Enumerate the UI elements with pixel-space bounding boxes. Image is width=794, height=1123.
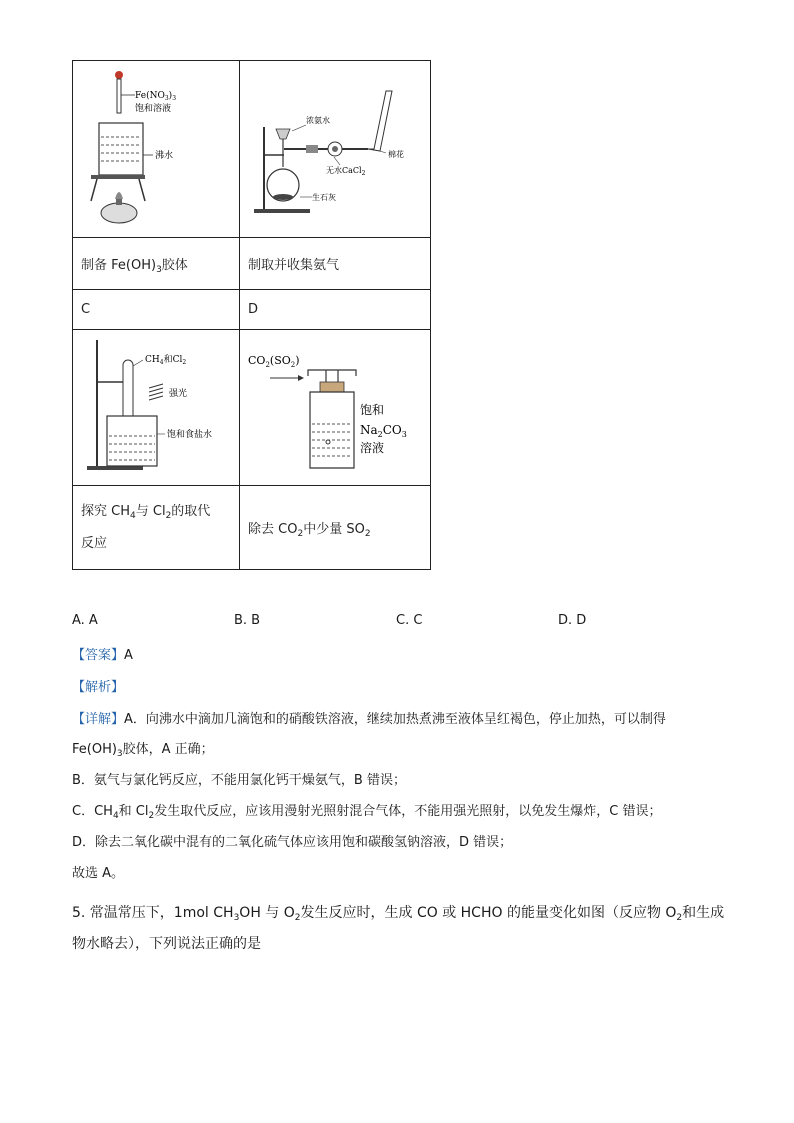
beaker	[107, 416, 157, 466]
answer-tag: 【答案】	[72, 648, 125, 663]
svg-text:CH4和Cl2: $CH_4$和$Cl_2$	[145, 355, 187, 366]
question-5-line2: 物水略去），下列说法正确的是	[72, 936, 261, 952]
saturated-label: 饱和	[360, 403, 385, 417]
conclusion: 故选 A。	[72, 866, 125, 881]
svg-text:无水CaCl2: 无水CaCl$_2$	[326, 166, 366, 177]
figure-b-cell	[240, 61, 431, 238]
stand-base	[254, 209, 310, 213]
dropper-tube	[117, 79, 121, 113]
option-d-caption: 除去 $CO_2$中少量 $SO_2$	[240, 486, 431, 570]
svg-text:Na2CO3: $Na_2CO_3$	[360, 423, 407, 439]
detail-a-line1: 【详解】A．向沸水中滴加几滴饱和的硝酸铁溶液，继续加热煮沸至液体呈红褐色，停止加热，可以制得	[72, 712, 666, 727]
brine-label: 饱和食盐水	[167, 430, 213, 440]
answer-options	[72, 613, 632, 629]
svg-text:Fe(NO3)3: $Fe(NO_3)_3$	[135, 91, 177, 102]
figure-d-cell	[240, 330, 431, 486]
boiling-water-label: 沸水	[155, 151, 174, 161]
detail-d: D．除去二氧化碳中混有的二氧化硫气体应该用饱和碳酸氢钠溶液，D 错误；	[72, 835, 513, 850]
option-d[interactable]: D. D	[558, 613, 587, 628]
stopper	[320, 382, 344, 392]
answer-value: A	[124, 648, 133, 663]
answer-line	[72, 644, 133, 663]
option-b[interactable]: B. B	[234, 613, 261, 628]
solution-label: 溶液	[360, 441, 385, 455]
dropper-bulb	[115, 71, 123, 79]
figure-a-cell	[73, 61, 240, 238]
option-d-label: D	[240, 290, 431, 330]
collection-tube	[368, 91, 392, 151]
tripod-plate	[91, 175, 145, 179]
option-c[interactable]: C. C	[396, 613, 423, 628]
separatory-funnel	[276, 129, 290, 139]
option-a-caption: 制备 $Fe(OH)_3$胶体	[73, 238, 240, 290]
option-c-caption: 探究 $CH_4$与 $Cl_2$的取代 反应	[73, 486, 240, 570]
svg-text:CO2(SO2): $CO_2(SO_2)$	[248, 354, 300, 369]
figure-wash-bottle	[240, 330, 430, 485]
option-b-caption: 制取并收集氨气	[240, 238, 431, 290]
beaker	[99, 123, 143, 175]
flame	[115, 192, 123, 199]
quicklime-label: 生石灰	[312, 193, 336, 202]
analysis-tag: 【解析】	[72, 680, 125, 695]
alcohol-lamp	[101, 203, 137, 223]
figure-ammonia-collection	[240, 61, 430, 237]
detail-c: C．$CH_4$和 $Cl_2$发生取代反应，应该用漫射光照射混合气体，不能用强光照射，以免发生爆炸，C 错误；	[72, 804, 662, 821]
options-table	[72, 60, 431, 570]
ammonia-label: 浓氨水	[306, 116, 330, 125]
detail-a-line2: $Fe(OH)_3$胶体，A 正确；	[72, 742, 214, 759]
option-a[interactable]: A. A	[72, 613, 98, 628]
question-5-line1: 5. 常温常压下，1mol $CH_3OH$ 与 $O_2$发生反应时，生成 CO 或 HCHO 的能量变化如图（反应物 $O_2$和生成	[72, 905, 725, 923]
detail-tag: 【详解】	[72, 712, 125, 727]
option-c-label: C	[73, 290, 240, 330]
stand-base	[87, 466, 143, 470]
wash-bottle	[310, 392, 354, 468]
figure-methane-chlorine	[73, 330, 239, 485]
reagent-label-2: 饱和溶液	[135, 104, 172, 114]
drying-tube	[306, 145, 318, 153]
detail-b: B．氨气与氯化钙反应，不能用氯化钙干燥氨气，B 错误；	[72, 773, 406, 788]
figure-fe-oh3-colloid	[73, 61, 239, 237]
cotton-label: 棉花	[388, 150, 404, 159]
strong-light-label: 强光	[169, 389, 188, 399]
figure-c-cell	[73, 330, 240, 486]
